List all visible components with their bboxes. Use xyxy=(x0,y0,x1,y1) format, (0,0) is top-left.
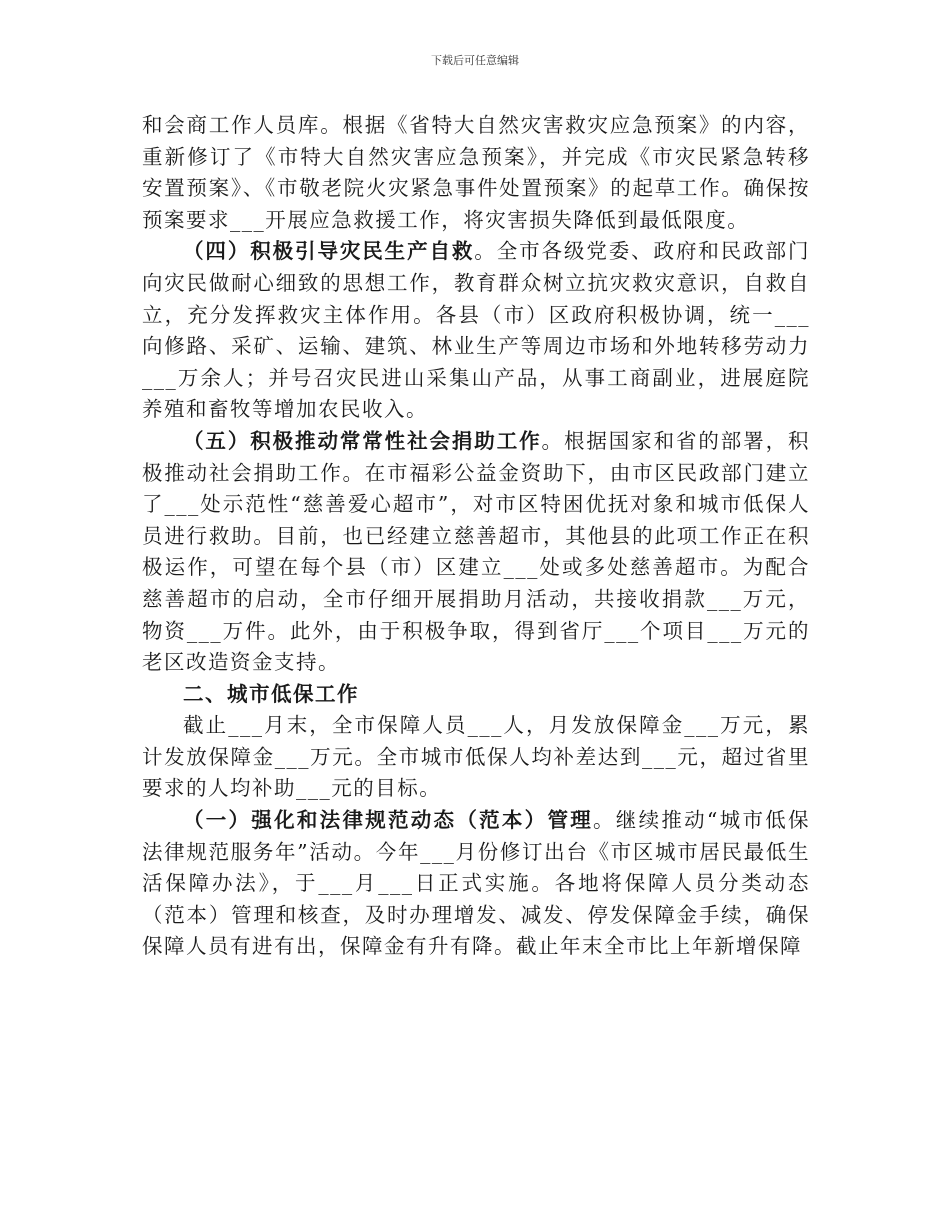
paragraph-2-lead: （四）积极引导灾民生产自救 xyxy=(183,239,475,264)
document-body xyxy=(142,110,810,963)
paragraph-3-lead: （五）积极推动常常性社会捐助工作 xyxy=(183,428,542,453)
paragraph-2 xyxy=(142,236,810,426)
paragraph-4 xyxy=(142,710,810,805)
paragraph-3 xyxy=(142,426,810,679)
paragraph-5 xyxy=(142,805,810,963)
page-header: 下载后可任意编辑 xyxy=(431,54,519,67)
paragraph-4-body: 截止___月末，全市保障人员___人，月发放保障金___万元，累计发放保障金___万元。全市城市低保人均补差达到___元，超过省里要求的人均补助___元的目标。 xyxy=(142,713,810,801)
paragraph-5-lead: （一）强化和法律规范动态（范本）管理 xyxy=(183,808,594,833)
paragraph-2-body: 。全市各级党委、政府和民政部门向灾民做耐心细致的思想工作，教育群众树立抗灾救灾意识，自救自立，充分发挥救灾主体作用。各县（市）区政府积极协调，统一___向修路、采矿、运输、建筑、林业生产等周边市场和外地转移劳动力___万余人；并号召灾民进山采集山产品，从事工商副业，进展庭院养殖和畜牧等增加农民收入。 xyxy=(142,239,810,422)
section-heading: 二、城市低保工作 xyxy=(183,681,359,706)
paragraph-5-body: 。继续推动“城市低保法律规范服务年”活动。今年___月份修订出台《市区城市居民最低生活保障办法》，于___月___日正式实施。各地将保障人员分类动态（范本）管理和核查，及时办理增发、减发、停发保障金手续，确保保障人员有进有出，保障金有升有降。截止年末全市比上年新增保障 xyxy=(142,808,811,959)
paragraph-1 xyxy=(142,110,810,236)
paragraph-1-body: 和会商工作人员库。根据《省特大自然灾害救灾应急预案》的内容，重新修订了《市特大自然灾害应急预案》，并完成《市灾民紧急转移安置预案》、《市敬老院火灾紧急事件处置预案》的起草工作。确保按预案要求___开展应急救援工作，将灾害损失降低到最低限度。 xyxy=(142,113,810,232)
paragraph-3-body: 。根据国家和省的部署，积极推动社会捐助工作。在市福彩公益金资助下，由市区民政部门建立了___处示范性“慈善爱心超市”，对市区特困优抚对象和城市低保人员进行救助。目前，也已经建立慈善超市，其他县的此项工作正在积极运作，可望在每个县（市）区建立___处或多处慈善超市。为配合慈善超市的启动，全市仔细开展捐助月活动，共接收捐款___万元，物资___万件。此外，由于积极争取，得到省厅___个项目___万元的老区改造资金支持。 xyxy=(142,428,811,675)
